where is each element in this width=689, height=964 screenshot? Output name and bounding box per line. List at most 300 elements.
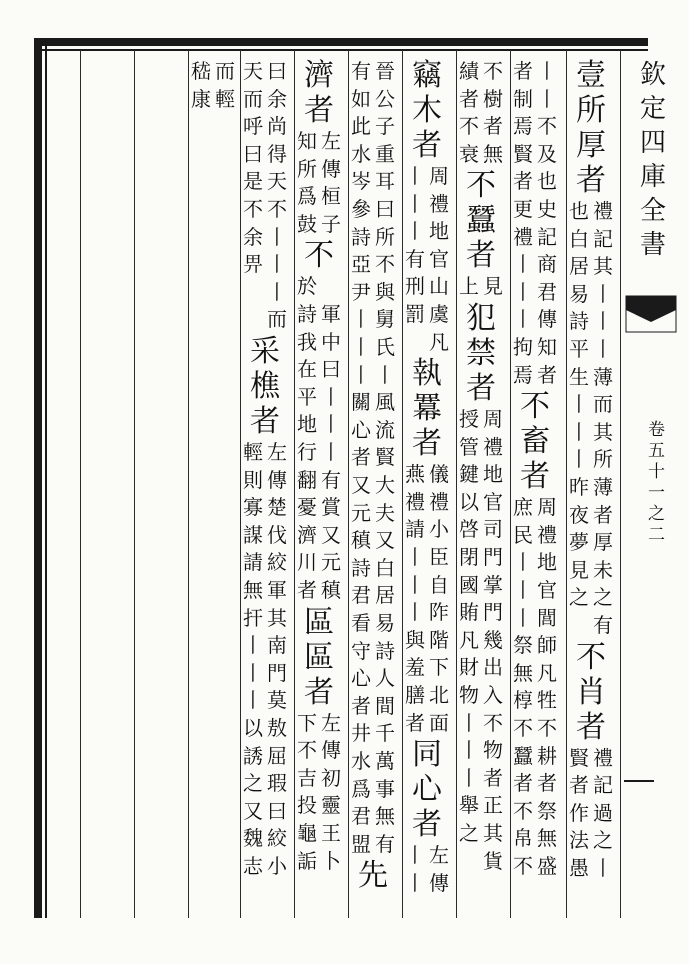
commentary-pair bbox=[458, 627, 504, 655]
commentary-char-left: 丨 bbox=[513, 550, 533, 575]
commentary-char-right: 瑕 bbox=[267, 771, 287, 796]
commentary-pair bbox=[458, 434, 504, 462]
commentary-char-left bbox=[404, 329, 426, 357]
commentary-char-left: 詩 bbox=[297, 302, 317, 326]
commentary-pair bbox=[512, 522, 558, 550]
commentary-char-right: 虞 bbox=[429, 302, 449, 326]
commentary-char-left: 作 bbox=[569, 800, 589, 825]
commentary-char-left: 則 bbox=[243, 467, 263, 492]
commentary-char-left: 者 bbox=[351, 693, 371, 718]
commentary-pair bbox=[350, 693, 396, 721]
commentary-char-left: 丨 bbox=[243, 660, 263, 685]
commentary-char-left: 丨 bbox=[351, 307, 371, 332]
commentary-char-right: 人 bbox=[375, 666, 395, 691]
volume-char: 五 bbox=[648, 441, 665, 461]
column-rule bbox=[566, 50, 567, 918]
commentary-pair bbox=[242, 467, 288, 495]
commentary-pair bbox=[404, 516, 450, 544]
commentary-char-right: 見 bbox=[483, 274, 503, 299]
commentary-pair bbox=[296, 411, 342, 439]
commentary-pair bbox=[296, 765, 342, 793]
commentary-char-left: 不 bbox=[459, 114, 479, 139]
commentary-char-left: 舉 bbox=[459, 793, 479, 818]
commentary-pair bbox=[512, 334, 558, 362]
commentary-char-right: 而 bbox=[267, 307, 287, 332]
commentary-pair bbox=[568, 364, 614, 392]
commentary-char-right: 耕 bbox=[537, 743, 557, 768]
commentary-char-right: 者 bbox=[593, 502, 613, 527]
commentary-pair bbox=[242, 279, 288, 307]
column-rule bbox=[188, 50, 189, 918]
commentary-char-right: 貨 bbox=[483, 848, 503, 873]
column-rule bbox=[456, 50, 457, 918]
commentary-char-left: 者 bbox=[569, 773, 589, 798]
commentary-char-left: 也 bbox=[569, 199, 589, 223]
commentary-char-right: 余 bbox=[267, 86, 287, 111]
commentary-pair bbox=[242, 577, 288, 605]
commentary-char-right: 儀 bbox=[429, 462, 449, 487]
main-text-char: 壹 bbox=[576, 58, 606, 93]
commentary-char-right: 易 bbox=[375, 611, 395, 635]
commentary-char-right: 厚 bbox=[593, 530, 613, 555]
commentary-char-left: 濟 bbox=[297, 522, 317, 547]
commentary-char-left: 有 bbox=[405, 246, 425, 271]
commentary-char-left: 誘 bbox=[243, 743, 263, 768]
commentary-char-left: 丨 bbox=[459, 738, 479, 763]
commentary-char-right: 正 bbox=[483, 793, 503, 818]
commentary-pair bbox=[458, 654, 504, 682]
main-text-char: 先 bbox=[358, 858, 388, 894]
commentary-char-left: 天 bbox=[243, 59, 263, 83]
commentary-char-right: 丨 bbox=[593, 309, 613, 334]
commentary-pair bbox=[512, 196, 558, 224]
commentary-char-right: 丨 bbox=[593, 337, 613, 361]
commentary-char-right: 其 bbox=[593, 254, 613, 279]
main-text-char: 者 bbox=[576, 709, 606, 745]
commentary-char-right: 傳 bbox=[429, 870, 449, 895]
commentary-pair bbox=[458, 461, 504, 489]
commentary-pair bbox=[296, 211, 342, 239]
commentary-char-left: 元 bbox=[351, 500, 371, 525]
commentary-pair bbox=[512, 306, 558, 334]
commentary-char-right: 無 bbox=[375, 804, 395, 829]
commentary-pair bbox=[404, 627, 450, 655]
main-text-char: 者 bbox=[250, 404, 280, 439]
column-rule bbox=[402, 50, 403, 918]
commentary-pair bbox=[350, 251, 396, 279]
commentary-char-left: 無 bbox=[513, 660, 533, 685]
commentary-char-right: 阼 bbox=[429, 600, 449, 625]
commentary-char-left: 魏 bbox=[243, 826, 263, 851]
commentary-char-left: 爲 bbox=[297, 184, 317, 209]
commentary-pair bbox=[242, 743, 288, 771]
commentary-char-left: 夢 bbox=[569, 530, 589, 555]
volume-char: 之 bbox=[648, 504, 665, 524]
commentary-char-left: 丨 bbox=[405, 164, 425, 188]
commentary-pair bbox=[350, 472, 396, 500]
commentary-pair bbox=[512, 825, 558, 853]
commentary-pair bbox=[568, 253, 614, 281]
commentary-char-right: 萬 bbox=[375, 749, 395, 773]
commentary-char-right: 門 bbox=[483, 600, 503, 625]
main-text-char: 者 bbox=[412, 807, 442, 843]
main-text-char: 執 bbox=[412, 356, 442, 392]
commentary-pair bbox=[350, 168, 396, 196]
commentary-char-right: 知 bbox=[537, 335, 557, 359]
commentary-char-left: 爲 bbox=[351, 776, 371, 801]
commentary-char-left: 不 bbox=[243, 197, 263, 221]
commentary-pair bbox=[458, 820, 504, 848]
commentary-char-left: 水 bbox=[351, 749, 371, 773]
commentary-char-right: 牲 bbox=[537, 688, 557, 713]
commentary-char-right: 過 bbox=[593, 800, 613, 825]
commentary-pair bbox=[404, 191, 450, 219]
commentary-pair bbox=[568, 446, 614, 474]
commentary-char-right: 子 bbox=[321, 211, 341, 236]
commentary-char-left bbox=[242, 306, 264, 334]
commentary-pair bbox=[568, 336, 614, 364]
commentary-char-right: 薄 bbox=[593, 475, 613, 499]
commentary-char-left: 之 bbox=[569, 585, 589, 610]
commentary-pair bbox=[296, 128, 342, 156]
main-text-char: 不 bbox=[520, 389, 550, 425]
commentary-char-left: 翻 bbox=[297, 467, 317, 492]
commentary-pair bbox=[458, 516, 504, 544]
commentary-char-left: 蠶 bbox=[513, 743, 533, 768]
commentary-char-right: 傳 bbox=[321, 738, 341, 763]
commentary-pair bbox=[296, 710, 342, 738]
commentary-pair bbox=[404, 682, 450, 710]
commentary-char-right: 禮 bbox=[483, 434, 503, 459]
commentary-pair bbox=[512, 168, 558, 196]
commentary-pair bbox=[242, 522, 288, 550]
frame-left-border bbox=[34, 38, 42, 918]
commentary-char-left: 更 bbox=[513, 197, 533, 221]
commentary-pair bbox=[296, 329, 342, 357]
commentary-char-left: 丨 bbox=[351, 362, 371, 387]
commentary-char-left: 者 bbox=[297, 578, 317, 602]
commentary-char-right: 卜 bbox=[321, 848, 341, 873]
commentary-char-right: 左 bbox=[429, 843, 449, 868]
commentary-pair bbox=[296, 792, 342, 820]
commentary-pair bbox=[350, 748, 396, 776]
commentary-char-left: 余 bbox=[243, 224, 263, 249]
commentary-pair bbox=[242, 86, 288, 114]
commentary-char-right: 物 bbox=[483, 738, 503, 763]
commentary-char-right: 公 bbox=[375, 86, 395, 111]
commentary-pair bbox=[350, 334, 396, 362]
commentary-char-right: 小 bbox=[267, 854, 287, 878]
commentary-char-left: 閉 bbox=[459, 545, 479, 569]
commentary-char-right: 所 bbox=[375, 224, 395, 249]
commentary-char-right: 商 bbox=[537, 252, 557, 277]
commentary-char-right: 周 bbox=[429, 164, 449, 188]
commentary-char-right: 入 bbox=[483, 683, 503, 707]
margin-char: 全 bbox=[639, 196, 666, 226]
commentary-pair bbox=[242, 853, 288, 881]
commentary-char-right: 伐 bbox=[267, 522, 287, 547]
commentary-pair bbox=[568, 827, 614, 855]
commentary-char-left: 者 bbox=[405, 710, 425, 735]
commentary-char-right: 門 bbox=[483, 545, 503, 569]
commentary-pair bbox=[568, 226, 614, 254]
commentary-char-right: 賢 bbox=[375, 445, 395, 470]
commentary-char-right: 其 bbox=[483, 821, 503, 845]
volume-char: 卷 bbox=[648, 420, 665, 440]
commentary-char-left: 丨 bbox=[351, 335, 371, 359]
commentary-char-left: 所 bbox=[297, 156, 317, 181]
commentary-char-left: 白 bbox=[569, 226, 589, 251]
commentary-pair bbox=[458, 86, 504, 114]
commentary-pair bbox=[404, 870, 450, 898]
commentary-pair bbox=[242, 715, 288, 743]
commentary-char-left: 國 bbox=[459, 572, 479, 597]
commentary-char-right: 無 bbox=[537, 826, 557, 851]
main-text-char: 犯 bbox=[466, 301, 496, 336]
commentary-pair bbox=[296, 384, 342, 412]
commentary-char-left: 財 bbox=[459, 655, 479, 680]
margin-char: 定 bbox=[639, 94, 666, 124]
commentary-char-left: 禮 bbox=[513, 224, 533, 249]
commentary-char-left: 詩 bbox=[569, 309, 589, 334]
commentary-char-right: 凡 bbox=[537, 660, 557, 685]
commentary-char-right: 者 bbox=[537, 771, 557, 796]
volume-label bbox=[648, 420, 665, 546]
commentary-pair bbox=[350, 776, 396, 804]
main-text-char: 不 bbox=[304, 238, 334, 274]
commentary-char-right: 屈 bbox=[267, 743, 287, 768]
commentary-char-left: 刑 bbox=[405, 274, 425, 299]
commentary-char-left: 看 bbox=[351, 611, 371, 635]
commentary-char-right: 盛 bbox=[537, 854, 557, 878]
commentary-char-left: 授 bbox=[459, 407, 479, 431]
commentary-char-right: 丨 bbox=[267, 279, 287, 304]
main-text-char: 者 bbox=[466, 238, 496, 274]
commentary-pair bbox=[404, 489, 450, 517]
commentary-pair bbox=[404, 710, 450, 738]
commentary-pair bbox=[350, 444, 396, 472]
commentary-pair bbox=[296, 522, 342, 550]
commentary-pair bbox=[404, 301, 450, 329]
commentary-char-left: 井 bbox=[351, 721, 371, 746]
commentary-char-right: 閭 bbox=[537, 605, 557, 630]
commentary-pair bbox=[404, 329, 450, 357]
commentary-char-left bbox=[568, 612, 590, 640]
commentary-char-left: 羞 bbox=[405, 655, 425, 680]
commentary-char-left: 畀 bbox=[243, 252, 263, 277]
main-text-char: 羃 bbox=[412, 391, 442, 427]
commentary-char-left: 制 bbox=[513, 86, 533, 111]
commentary-pair bbox=[296, 273, 342, 301]
commentary-char-right: 敖 bbox=[267, 716, 287, 740]
commentary-char-left: 水 bbox=[351, 141, 371, 166]
commentary-char-left: 丨 bbox=[405, 572, 425, 597]
commentary-pair bbox=[242, 770, 288, 798]
commentary-char-right: 官 bbox=[537, 578, 557, 602]
commentary-char-left: 丨 bbox=[513, 252, 533, 277]
main-text-char: 竊 bbox=[412, 58, 442, 93]
commentary-pair bbox=[296, 549, 342, 577]
commentary-char-right: 有 bbox=[321, 467, 341, 492]
commentary-char-right: 下 bbox=[429, 655, 449, 680]
commentary-pair bbox=[512, 86, 558, 114]
commentary-pair bbox=[350, 803, 396, 831]
commentary-char-left: 賄 bbox=[459, 600, 479, 625]
commentary-pair bbox=[350, 279, 396, 307]
commentary-char-left: 啓 bbox=[459, 517, 479, 542]
commentary-char-left: 上 bbox=[459, 274, 479, 299]
commentary-pair bbox=[242, 549, 288, 577]
commentary-char-right: 君 bbox=[537, 279, 557, 304]
commentary-char-left: 扞 bbox=[243, 605, 263, 630]
commentary-char-right: 者 bbox=[483, 114, 503, 139]
commentary-char-left: 以 bbox=[459, 489, 479, 514]
commentary-char-left: 丨 bbox=[405, 600, 425, 625]
commentary-pair bbox=[350, 831, 396, 859]
commentary-pair bbox=[404, 163, 450, 191]
commentary-char-left: 丨 bbox=[569, 392, 589, 417]
commentary-char-right: 其 bbox=[267, 605, 287, 630]
main-text-char: 同 bbox=[412, 737, 442, 773]
column-rule bbox=[240, 50, 241, 918]
commentary-char-right: 官 bbox=[483, 489, 503, 514]
commentary-char-left: 管 bbox=[459, 434, 479, 459]
commentary-pair bbox=[458, 406, 504, 434]
commentary-char-left: 賢 bbox=[569, 745, 589, 770]
margin-char: 欽 bbox=[639, 60, 666, 90]
commentary-char-left: 參 bbox=[351, 197, 371, 221]
commentary-char-left: 康 bbox=[191, 86, 211, 111]
commentary-pair bbox=[296, 848, 342, 876]
commentary-pair bbox=[458, 710, 504, 738]
commentary-char-left: 請 bbox=[243, 550, 263, 575]
main-text-char: 禁 bbox=[466, 336, 496, 371]
commentary-char-right: 不 bbox=[483, 59, 503, 83]
commentary-pair bbox=[296, 356, 342, 384]
commentary-char-right: 所 bbox=[593, 447, 613, 472]
commentary-pair bbox=[190, 58, 236, 86]
commentary-char-left: 者 bbox=[351, 445, 371, 470]
commentary-pair bbox=[512, 549, 558, 577]
commentary-pair bbox=[190, 86, 236, 114]
commentary-char-right: 掌 bbox=[483, 572, 503, 597]
commentary-pair bbox=[296, 467, 342, 495]
commentary-pair bbox=[512, 362, 558, 390]
column-rule bbox=[80, 50, 81, 918]
main-text-char: 者 bbox=[576, 163, 606, 198]
commentary-pair bbox=[512, 770, 558, 798]
commentary-char-right: 南 bbox=[267, 633, 287, 658]
commentary-pair bbox=[404, 273, 450, 301]
commentary-pair bbox=[568, 855, 614, 883]
commentary-pair bbox=[242, 632, 288, 660]
fish-tail-icon bbox=[624, 290, 678, 338]
commentary-pair bbox=[568, 419, 614, 447]
commentary-pair bbox=[568, 745, 614, 773]
commentary-char-right: 之 bbox=[593, 585, 613, 610]
commentary-char-right: 流 bbox=[375, 417, 395, 442]
commentary-char-right: 耳 bbox=[375, 169, 395, 194]
commentary-char-left: 吉 bbox=[297, 765, 317, 790]
commentary-pair bbox=[512, 141, 558, 169]
commentary-pair bbox=[350, 86, 396, 114]
commentary-char-right: 而 bbox=[215, 59, 235, 83]
commentary-char-right: 也 bbox=[537, 169, 557, 194]
column-rule bbox=[134, 50, 135, 918]
commentary-char-left: 君 bbox=[351, 804, 371, 829]
commentary-char-left: 衰 bbox=[459, 141, 479, 166]
commentary-pair bbox=[350, 417, 396, 445]
commentary-char-left: 夜 bbox=[569, 502, 589, 527]
commentary-pair bbox=[568, 308, 614, 336]
commentary-char-left: 拘 bbox=[513, 335, 533, 359]
margin-char: 四 bbox=[639, 128, 666, 158]
commentary-char-right: 絞 bbox=[267, 550, 287, 575]
commentary-char-left: 鼓 bbox=[297, 211, 317, 236]
commentary-char-left: 龜 bbox=[297, 821, 317, 845]
commentary-char-left: 祭 bbox=[513, 633, 533, 658]
main-text-char: 濟 bbox=[304, 58, 334, 93]
column-rule bbox=[348, 50, 349, 918]
commentary-pair bbox=[568, 772, 614, 800]
commentary-char-right: 史 bbox=[537, 197, 557, 221]
commentary-pair bbox=[568, 502, 614, 530]
commentary-char-left: 下 bbox=[297, 710, 317, 735]
commentary-char-left: 又 bbox=[243, 798, 263, 823]
commentary-pair bbox=[296, 494, 342, 522]
commentary-char-left: 稹 bbox=[351, 528, 371, 553]
commentary-char-left: 焉 bbox=[513, 114, 533, 139]
commentary-char-right: 禮 bbox=[593, 745, 613, 770]
commentary-char-left: 詩 bbox=[351, 224, 371, 249]
commentary-pair bbox=[458, 113, 504, 141]
commentary-char-left: 之 bbox=[459, 821, 479, 845]
commentary-char-left: 昨 bbox=[569, 475, 589, 499]
commentary-char-left: 之 bbox=[243, 771, 263, 796]
main-text-char: 蠶 bbox=[466, 203, 496, 239]
commentary-pair bbox=[568, 800, 614, 828]
commentary-char-left: 法 bbox=[569, 828, 589, 853]
commentary-char-left: 帛 bbox=[513, 826, 533, 851]
commentary-char-right: 不 bbox=[483, 710, 503, 735]
commentary-char-right: 左 bbox=[267, 440, 287, 464]
commentary-pair bbox=[458, 599, 504, 627]
commentary-char-left: 如 bbox=[351, 86, 371, 111]
commentary-pair bbox=[512, 798, 558, 826]
commentary-pair bbox=[458, 737, 504, 765]
commentary-char-right: 祭 bbox=[537, 798, 557, 823]
commentary-char-left: 守 bbox=[351, 638, 371, 663]
commentary-char-right: 不 bbox=[537, 114, 557, 139]
main-text-char: 區 bbox=[304, 639, 334, 675]
commentary-pair bbox=[404, 544, 450, 572]
commentary-char-left: 丨 bbox=[569, 419, 589, 444]
volume-char: 一 bbox=[648, 483, 665, 503]
commentary-char-right: 臣 bbox=[429, 545, 449, 569]
commentary-char-left: 生 bbox=[569, 364, 589, 389]
commentary-char-left: 丨 bbox=[569, 447, 589, 472]
commentary-char-right: 周 bbox=[537, 495, 557, 520]
commentary-pair bbox=[458, 572, 504, 600]
commentary-char-right: 風 bbox=[375, 390, 395, 415]
commentary-pair bbox=[512, 279, 558, 307]
commentary-char-left: 尹 bbox=[351, 279, 371, 304]
commentary-char-right: 丨 bbox=[375, 362, 395, 387]
commentary-char-right: 丨 bbox=[593, 856, 613, 880]
commentary-pair bbox=[568, 557, 614, 585]
column-rule bbox=[510, 50, 511, 918]
main-text-char: 厚 bbox=[576, 128, 606, 163]
